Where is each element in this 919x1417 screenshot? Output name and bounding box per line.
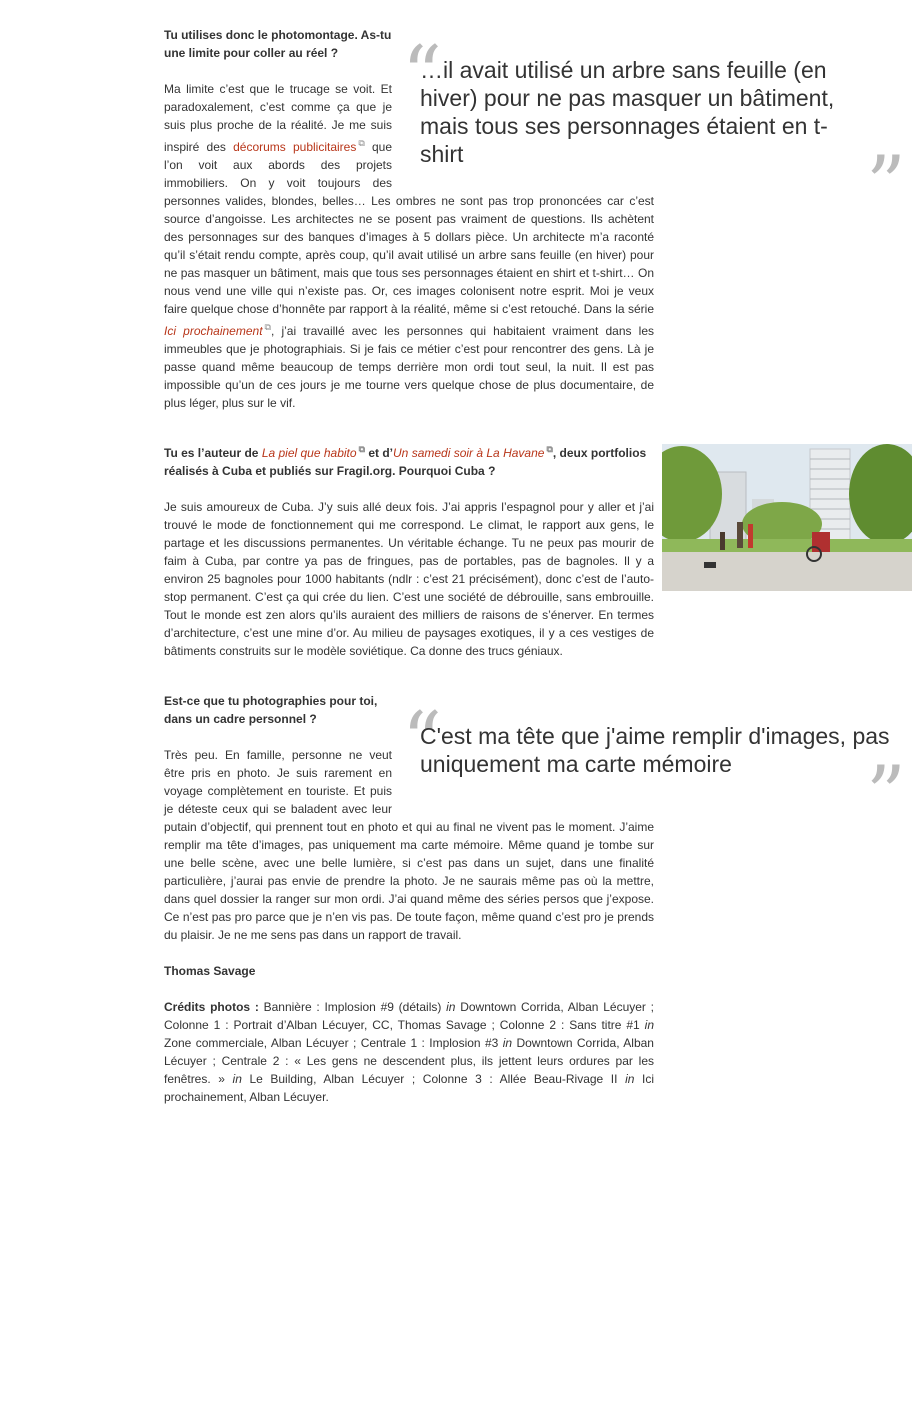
open-quote-icon: “ (402, 696, 442, 786)
answer-3: Très peu. En famille, personne ne veut être pris en photo. Je suis rarement en voyage complètement en touriste. Et puis je déteste ceux qui se baladent avec leur putain d’objectif, qui prennent tout en photo et qui au final ne vivent pas le moment. J’aime remplir ma tête d’images, pas uniquement ma carte mémoire. Même quand je tombe sur une belle scène, avec une belle lumière, si c’est pas dans un sujet, dans une finalité particulière, j’aurai pas envie de prendre la photo. Je ne saurais même pas où la mettre, dans quel dossier la ranger sur mon ordi. J’ai quand même des séries persos que j’expose. Ce n’est pas pro parce que je n’en vis pas. De toute façon, même quand c’est pro je prends du plaisir. Je ne me sens pas dans un rapport de travail. (164, 748, 654, 942)
pull-quote-1: …il avait utilisé un arbre sans feuille (en hiver) pour ne pas masquer un bâtiment, mais tous ses personnages étaient en t-shirt (420, 57, 835, 167)
pullquote-space (392, 692, 654, 816)
external-link-icon: ⧉ (358, 444, 365, 454)
link-ici-prochainement[interactable]: Ici prochainement (164, 324, 263, 338)
question-3: Est-ce que tu photographies pour toi, dans un cadre personnel ? (164, 694, 378, 726)
link-un-samedi-soir[interactable]: Un samedi soir à La Havane (393, 446, 545, 460)
pull-quote-2: C'est ma tête que j'aime remplir d'images, pas uniquement ma carte mémoire (420, 723, 890, 777)
external-link-icon: ⧉ (546, 444, 553, 454)
section-2 (164, 440, 654, 660)
link-la-piel-que-habito[interactable]: La piel que habito (261, 446, 357, 460)
question-2: Tu es l’auteur de La piel que habito ⧉ et d’Un samedi soir à La Havane ⧉, deux portfolios réalisés à Cuba et publiés sur Fragil.org. Pourquoi Cuba ? (164, 444, 647, 478)
section-1 (164, 26, 654, 412)
external-link-icon: ⧉ (358, 138, 365, 148)
question-1: Tu utilises donc le photomontage. As-tu une limite pour coller au réel ? (164, 28, 392, 60)
close-quote-icon: ” (866, 140, 906, 230)
close-quote-icon: ” (866, 750, 906, 840)
link-decorums-publicitaires[interactable]: décorums publicitaires (233, 140, 357, 154)
section-3 (164, 692, 654, 1106)
author-name: Thomas Savage (164, 964, 256, 978)
photo-credits: Crédits photos : Bannière : Implosion #9 (détails) in Downtown Corrida, Alban Lécuyer ; Colonne 1 : Portrait d’Alban Lécuyer, CC, Thomas Savage ; Colonne 2 : Sans titre #1 in Zone commerciale, Alban Lécuyer ; Centrale 1 : Implosion #3 in Downtown Corrida, Alban Lécuyer ; Centrale 2 : « Les gens ne descendent plus, ils jettent leurs ordures par les fenêtres. » in Le Building, Alban Lécuyer ; Colonne 3 : Allée Beau-Rivage II in Ici prochainement, Alban Lécuyer. (164, 1000, 654, 1104)
photo-park-scene (662, 444, 912, 591)
answer-2: Je suis amoureux de Cuba. J’y suis allé deux fois. J’ai appris l’espagnol pour y aller et j’ai trouvé le mode de fonctionnement qui me correspond. Le climat, le rapport aux gens, le partage et les discussions permanentes. Un véritable échange. Tu ne peux pas mourir de faim à Cuba, par contre ya pas de fringues, pas de portables, pas de bagnoles. Il y a environ 25 bagnoles pour 1000 habitants (ndlr : c’est 21 précisément), donc c’est de l’auto-stop permanent. C’est ça qui crée du lien. C’est une société de débrouille, sans embrouille. Tout le monde est zen alors qu’ils auraient des milliers de raisons de s’énerver. En termes d’architecture, c’est une mine d’or. Au milieu de paysages exotiques, il y a ces vestiges de bâtiments construits sur le modèle soviétique. Ca donne des trucs géniaux. (164, 500, 654, 658)
open-quote-icon: “ (402, 30, 442, 120)
answer-1: Ma limite c’est que le trucage se voit. Et paradoxalement, c’est comme ça que je suis plus proche de la réalité. Je me suis inspiré des décorums publicitaires ⧉ que l’on voit aux abords des projets immobiliers. On y voit toujours des personnes valides, blondes, belles… Les ombres ne sont pas trop prononcées car c’est source d’angoisse. Les architectes ne se posent pas vraiment de questions. Ils achètent des personnages sur des banques d’images à 5 dollars pièce. Un architecte m’a raconté qu’il s’était rendu compte, après coup, qu’il avait utilisé un arbre sans feuille (en hiver) pour ne pas masquer un bâtiment, mais que tous ses personnages étaient en shirt et t-shirt… On nous vend une ville qui n’existe pas. Or, ces images colonisent notre esprit. Moi je veux faire quelque chose d’honnête par rapport à la réalité, même si c’est retouché. Dans la série Ici prochainement ⧉, j’ai travaillé avec les personnes qui habitaient vraiment dans les immeubles que je photographiais. Si je fais ce métier c’est pour rencontrer des gens. Là je passe quand même beaucoup de temps derrière mon ordi tout seul, la nuit. Il est pas impossible qu’un de ces jours je me tourne vers quelque chose de plus documentaire, de plus léger, plus sur le vif. (164, 82, 655, 410)
external-link-icon: ⧉ (264, 322, 271, 332)
pullquote-space (392, 26, 654, 184)
